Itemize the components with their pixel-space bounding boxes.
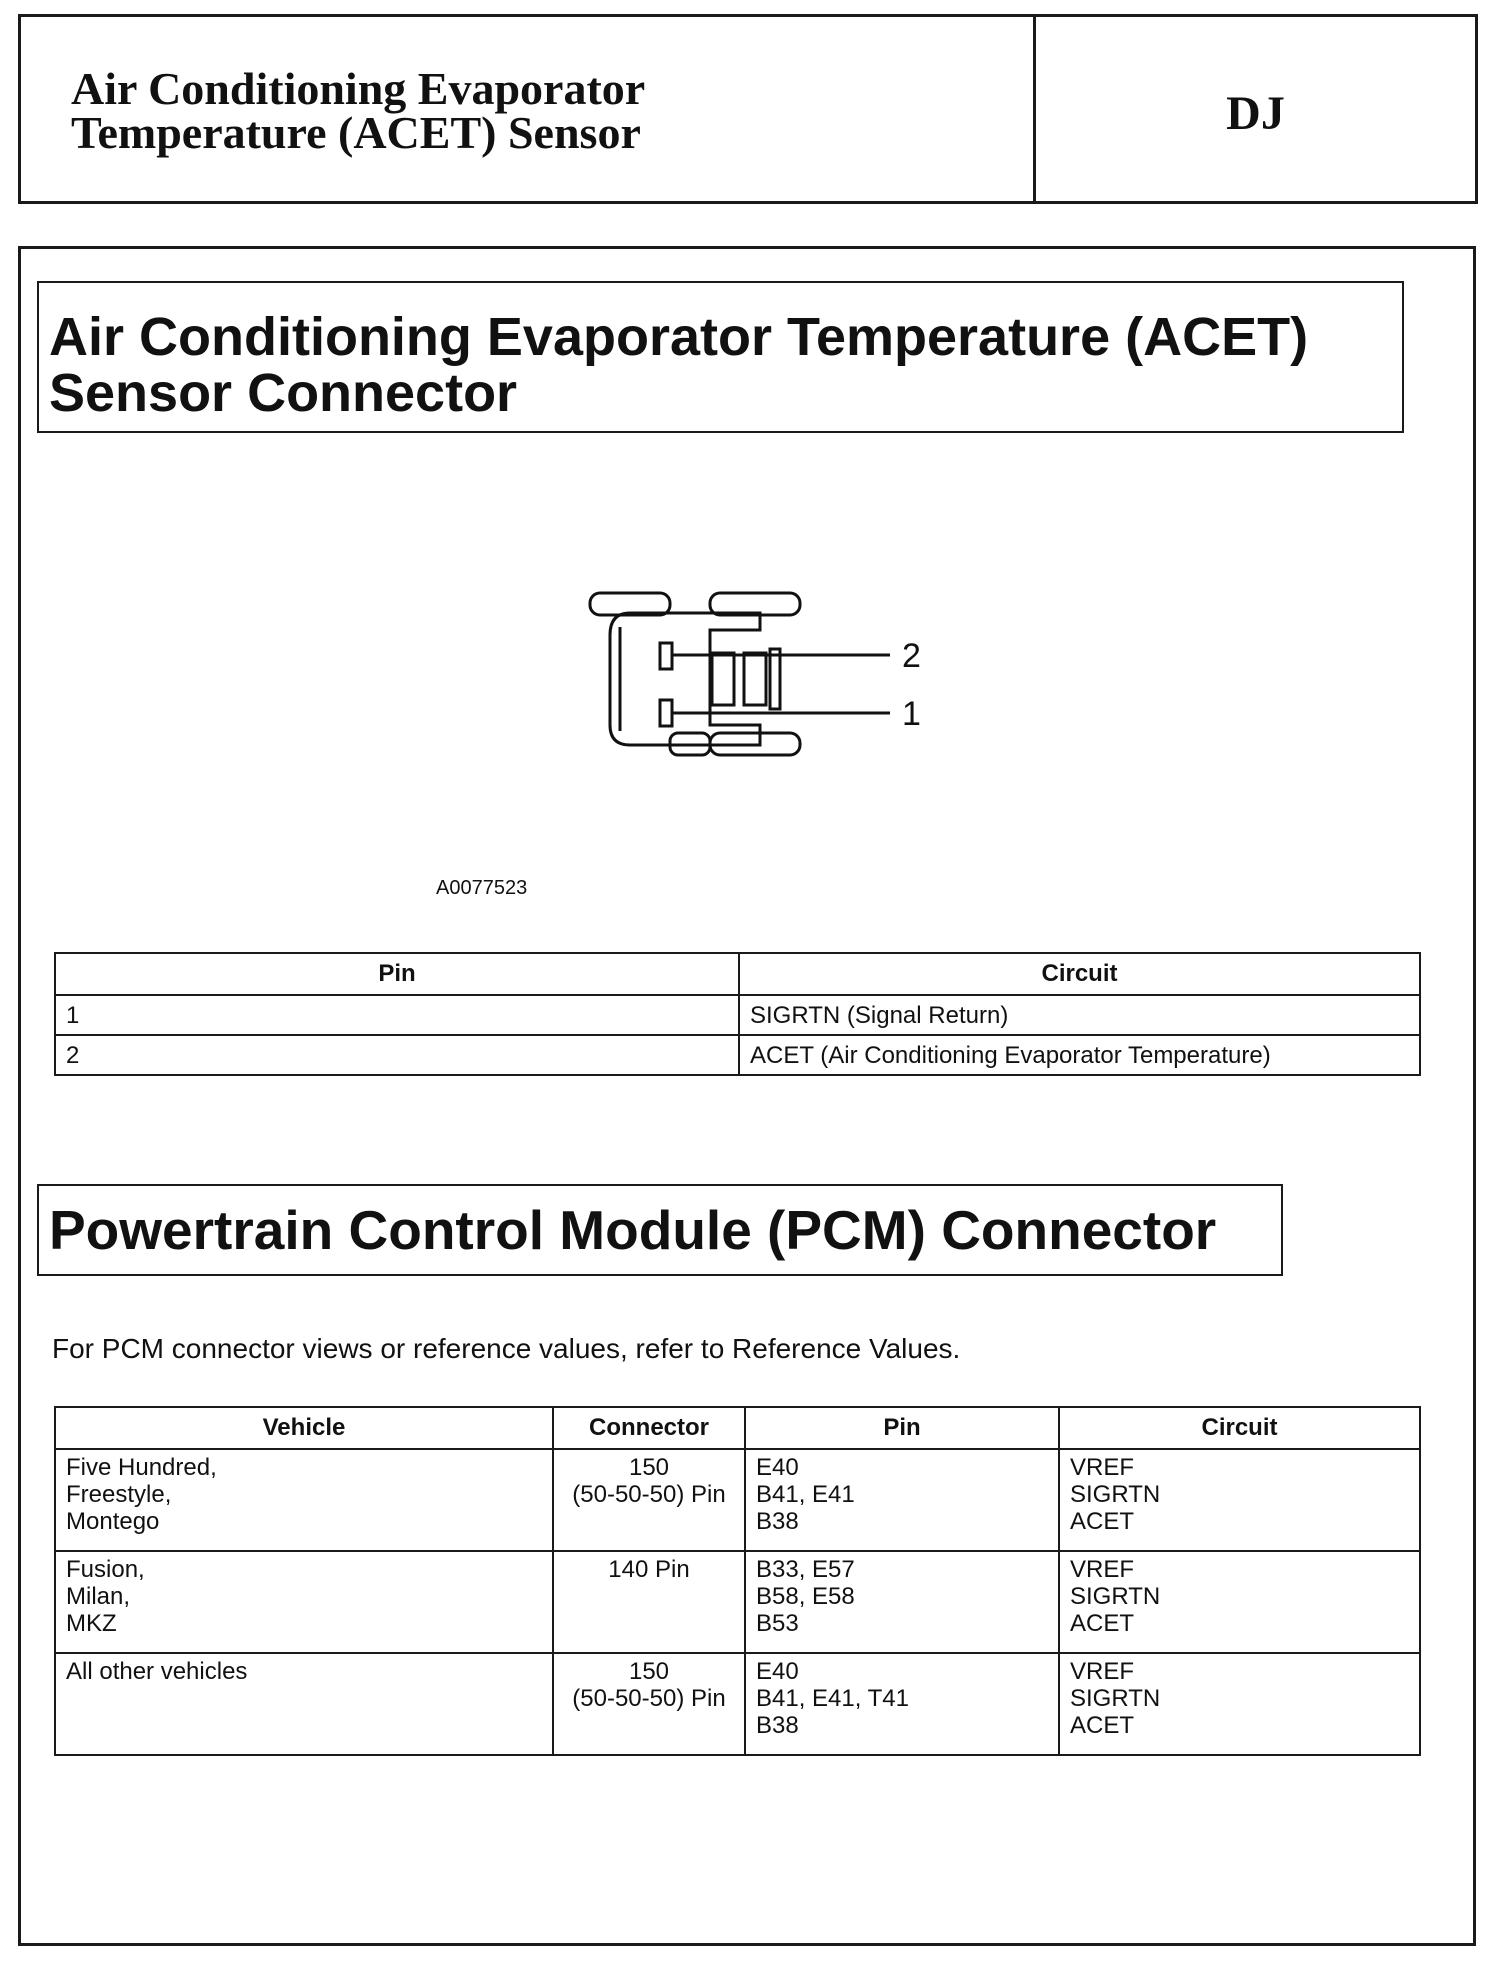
table-row bbox=[55, 1449, 1420, 1551]
pin-label-1: 1 bbox=[902, 695, 921, 733]
connector-cell: 140 Pin bbox=[553, 1551, 745, 1653]
pin-cell: E40 B41, E41 B38 bbox=[745, 1449, 1059, 1551]
circuit-cell: VREF SIGRTN ACET bbox=[1059, 1551, 1420, 1653]
vehicle-cell: All other vehicles bbox=[55, 1653, 553, 1755]
pin-cell: 1 bbox=[55, 995, 739, 1035]
pcm-connector-heading: Powertrain Control Module (PCM) Connector bbox=[37, 1184, 1283, 1276]
table-row bbox=[55, 1653, 1420, 1755]
connector-diagram bbox=[560, 585, 940, 785]
table-row bbox=[55, 995, 1420, 1035]
vehicle-cell: Five Hundred, Freestyle, Montego bbox=[55, 1449, 553, 1551]
column-header-circuit: Circuit bbox=[739, 953, 1420, 995]
connector-housing bbox=[610, 613, 760, 745]
column-header-pin: Pin bbox=[55, 953, 739, 995]
sensor-pin-table bbox=[54, 952, 1421, 1076]
table-row bbox=[55, 1035, 1420, 1075]
circuit-cell: VREF SIGRTN ACET bbox=[1059, 1653, 1420, 1755]
header-title: Air Conditioning Evaporator Temperature (ACET) Sensor bbox=[21, 17, 1036, 201]
column-header-circuit: Circuit bbox=[1059, 1407, 1420, 1449]
pin-cell: 2 bbox=[55, 1035, 739, 1075]
sensor-connector-heading: Air Conditioning Evaporator Temperature (ACET) Sensor Connector bbox=[37, 281, 1404, 433]
reference-note: For PCM connector views or reference values, refer to Reference Values. bbox=[52, 1333, 961, 1364]
header-code: DJ bbox=[1226, 86, 1285, 140]
center-slot-a bbox=[712, 653, 734, 705]
terminal-2 bbox=[660, 643, 672, 669]
pin-label-2: 2 bbox=[902, 637, 921, 675]
pin-cell: E40 B41, E41, T41 B38 bbox=[745, 1653, 1059, 1755]
circuit-cell: SIGRTN (Signal Return) bbox=[739, 995, 1420, 1035]
connector-cell: 150 (50-50-50) Pin bbox=[553, 1653, 745, 1755]
column-header-vehicle: Vehicle bbox=[55, 1407, 553, 1449]
center-slot-b bbox=[744, 653, 766, 705]
table-row bbox=[55, 1551, 1420, 1653]
column-header-pin: Pin bbox=[745, 1407, 1059, 1449]
circuit-cell: VREF SIGRTN ACET bbox=[1059, 1449, 1420, 1551]
pin-cell: B33, E57 B58, E58 B53 bbox=[745, 1551, 1059, 1653]
terminal-1 bbox=[660, 700, 672, 726]
table-header-row bbox=[55, 1407, 1420, 1449]
circuit-cell: ACET (Air Conditioning Evaporator Temperature) bbox=[739, 1035, 1420, 1075]
column-header-connector: Connector bbox=[553, 1407, 745, 1449]
vehicle-cell: Fusion, Milan, MKZ bbox=[55, 1551, 553, 1653]
figure-id: A0077523 bbox=[436, 877, 528, 899]
page-header bbox=[18, 14, 1478, 204]
table-header-row bbox=[55, 953, 1420, 995]
connector-cell: 150 (50-50-50) Pin bbox=[553, 1449, 745, 1551]
center-slot-c bbox=[770, 649, 780, 709]
pcm-pin-table bbox=[54, 1406, 1421, 1756]
